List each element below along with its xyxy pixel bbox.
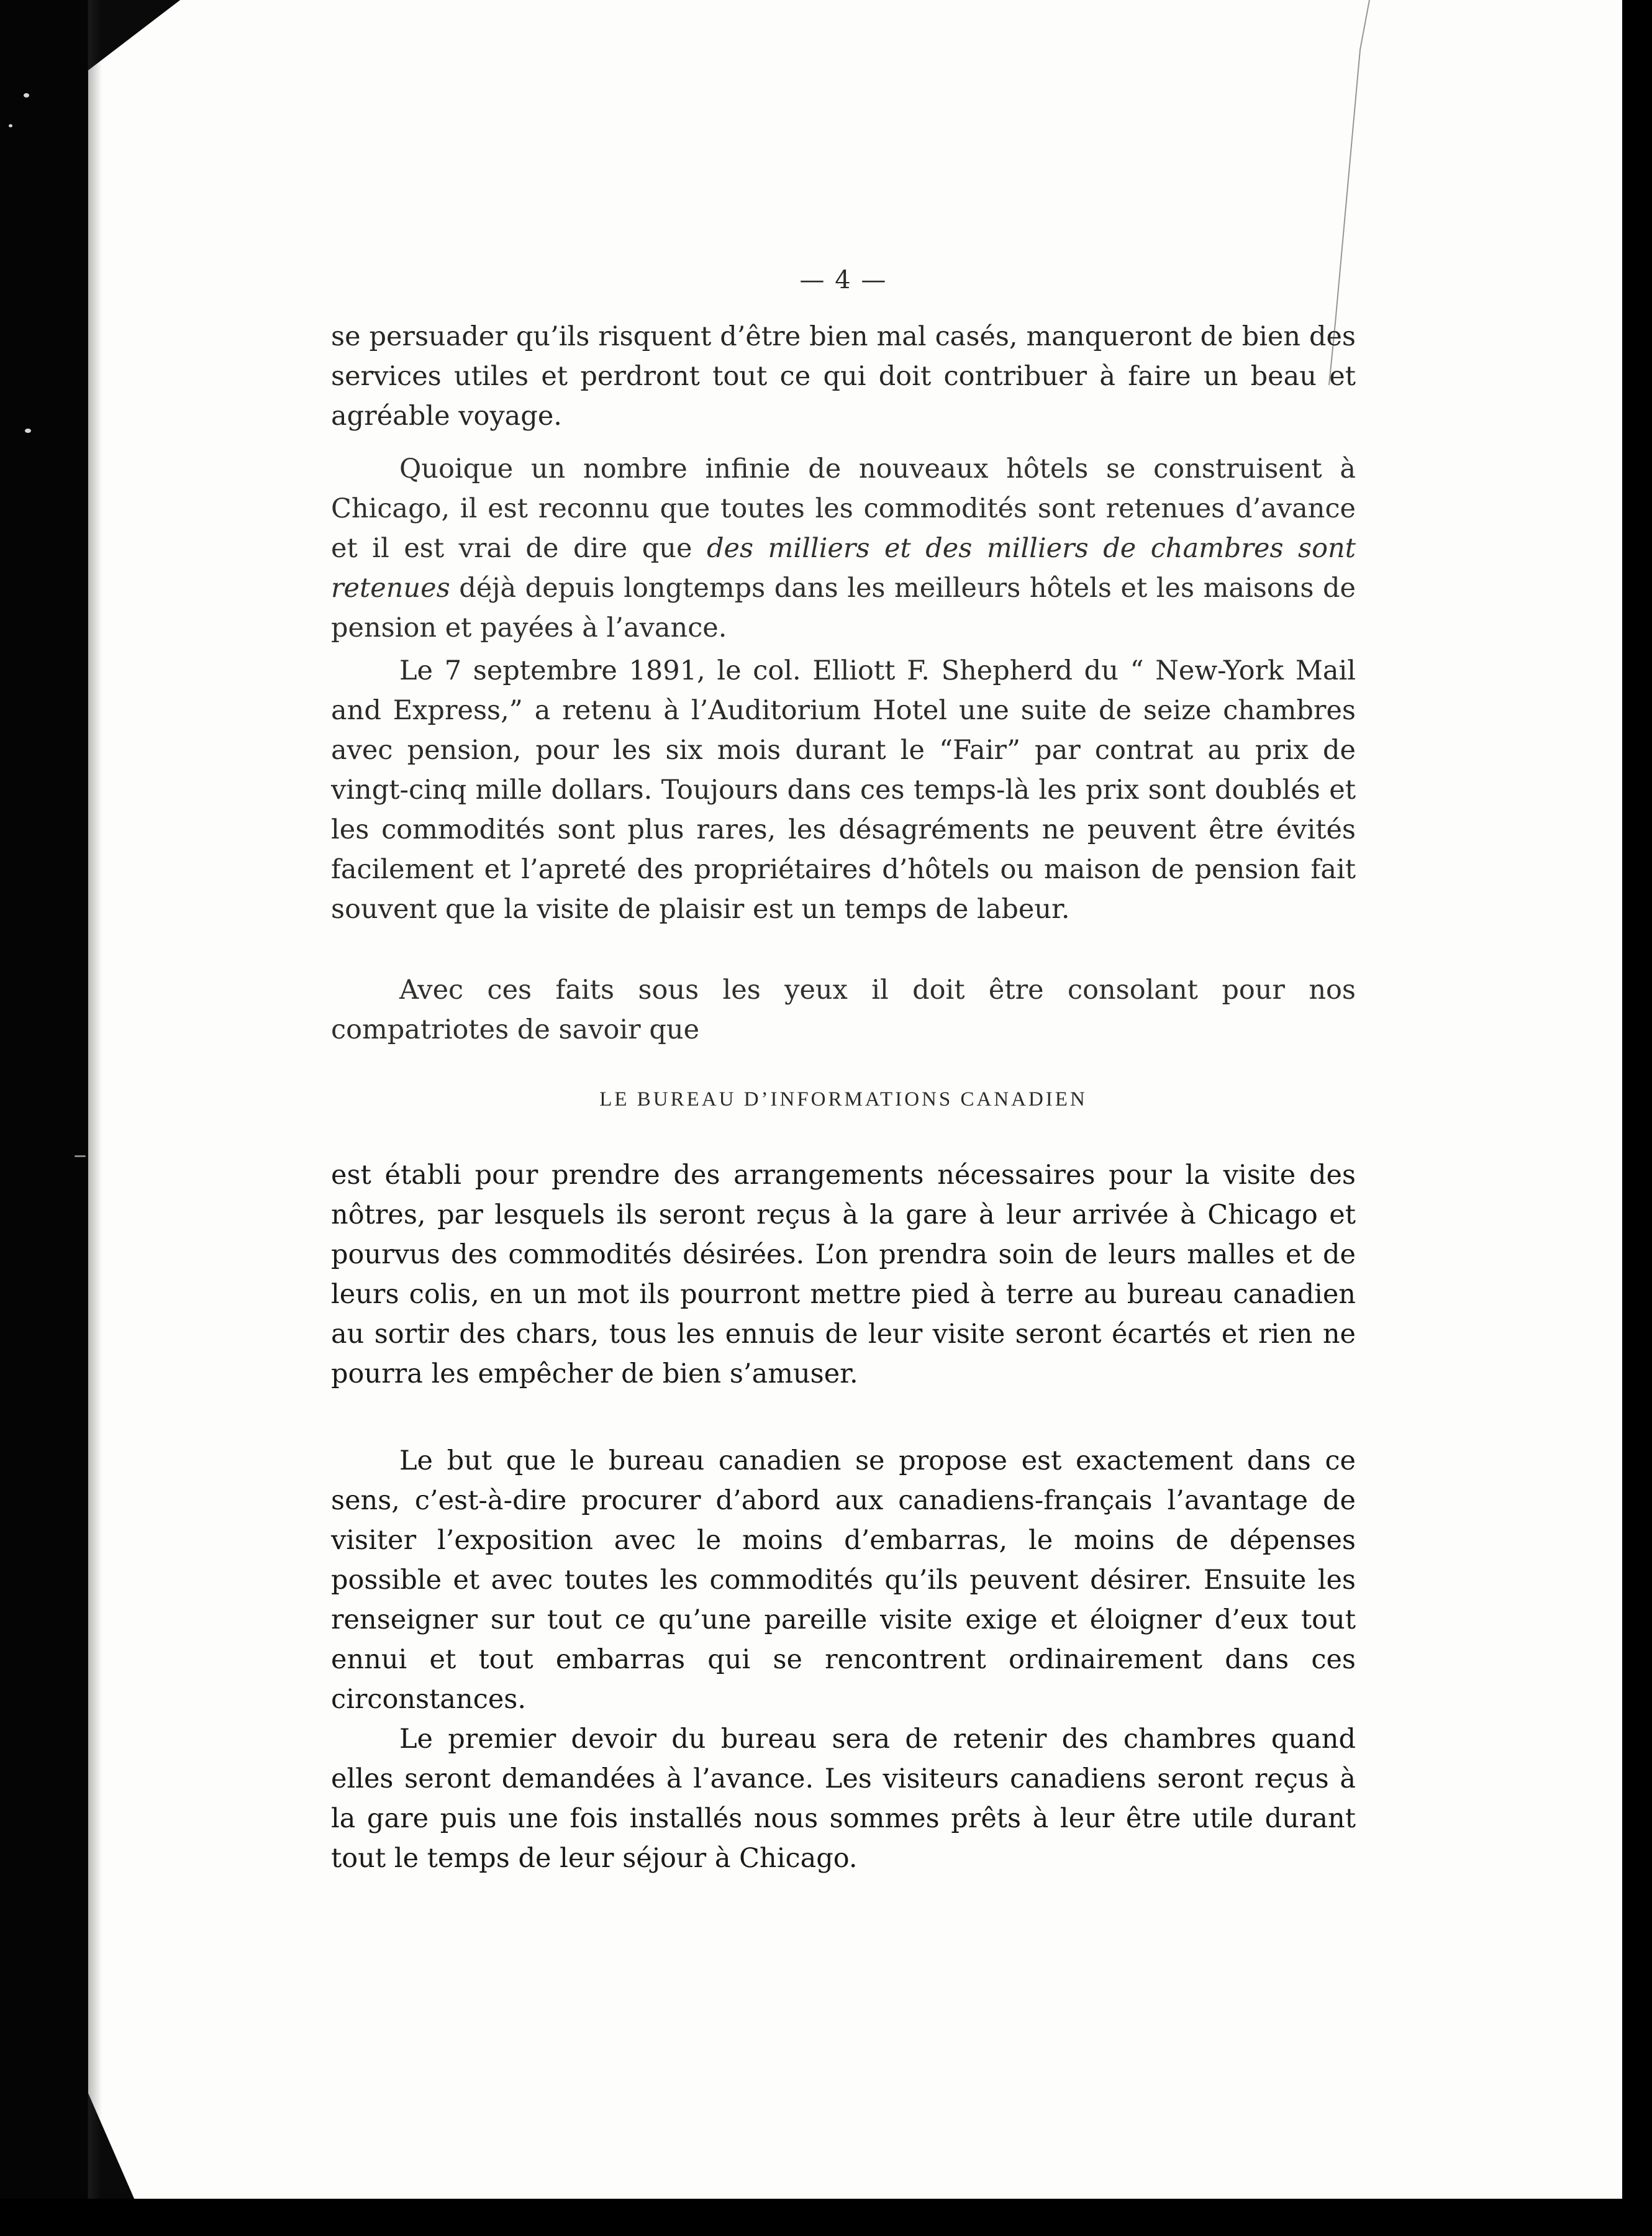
paragraph-6 (331, 1441, 1356, 1719)
paragraph-3-text: Le 7 septembre 1891, le col. Elliott F. Shepherd du “ New-York Mail and Express,” a retenu à l’Auditorium Hotel une suite de seize chambres avec pension, pour les six mois durant le “Fair” par contrat au prix de vingt-cinq mille dollars. Toujours dans ces temps-là les prix sont doublés et les commodités sont plus rares, les désagréments ne peuvent être évités facilement et l’apreté des propriétaires d’hôtels ou maison de pension fait souvent que la visite de plaisir est un temps de labeur. (331, 655, 1356, 925)
paragraph-6-text: Le but que le bureau canadien se propose est exactement dans ce sens, c’est-à-dire procurer d’abord aux canadiens-français l’avantage de visiter l’exposition avec le moins d’embarras, le moins de dépenses possible et avec toutes les commodités qu’ils peuvent désirer. Ensuite les renseigner sur tout ce qu’une pareille visite exige et éloigner d’eux tout ennui et tout embarras qui se rencontrent ordinairement dans ces circonstances. (331, 1445, 1356, 1715)
paragraph-3 (331, 651, 1356, 929)
paragraph-5: est établi pour prendre des arrangements nécessaires pour la visite des nôtres, par lesquels ils seront reçus à la gare à leur arrivée à Chicago et pourvus des commodités désirées. L’on prendra soin de leurs malles et de leurs colis, en un mot ils pourront mettre pied à terre au bureau canadien au sortir des chars, tous les ennuis de leur visite seront écartés et rien ne pourra les empêcher de bien s’amuser. (331, 1160, 1356, 1389)
scan-border-bottom (0, 2199, 1652, 2236)
paragraph-2-italic: des milliers et des milliers de chambres sont retenues (331, 533, 1356, 604)
paragraph-7 (331, 1719, 1356, 1878)
dust-speck (24, 93, 29, 98)
dust-mark (75, 1155, 86, 1157)
dust-speck (25, 429, 31, 433)
paragraph-2-text-b: déjà depuis longtemps dans les meilleurs hôtels et les maisons de pension et payées à l’avance. (331, 573, 1356, 643)
paragraph-4 (331, 970, 1356, 1050)
paragraph-2-text-a: Quoique un nombre infinie de nouveaux hôtels se construisent à Chicago, il est reconnu que toutes les commodités sont retenues d’avance et il est vrai de dire que (331, 453, 1356, 564)
page-number: — 4 — (799, 266, 887, 294)
paragraph-7-text: Le premier devoir du bureau sera de retenir des chambres quand elles seront demandées à l’avance. Les visiteurs canadiens seront reçus à la gare puis une fois installés nous sommes prêts à leur être utile durant tout le temps de leur séjour à Chicago. (331, 1724, 1356, 1874)
scan-border-right (1622, 0, 1652, 2236)
paragraph-2 (331, 449, 1356, 648)
section-heading: LE BUREAU D’INFORMATIONS CANADIEN (599, 1088, 1087, 1111)
binding-edge (0, 0, 87, 2236)
paragraph-4-text: Avec ces faits sous les yeux il doit être consolant pour nos compatriotes de savoir que (331, 975, 1356, 1045)
dust-speck (9, 124, 12, 127)
paragraph-1: se persuader qu’ils risquent d’être bien mal casés, manqueront de bien des services utiles et perdront tout ce qui doit contribuer à faire un beau et agréable voyage. (331, 321, 1356, 432)
